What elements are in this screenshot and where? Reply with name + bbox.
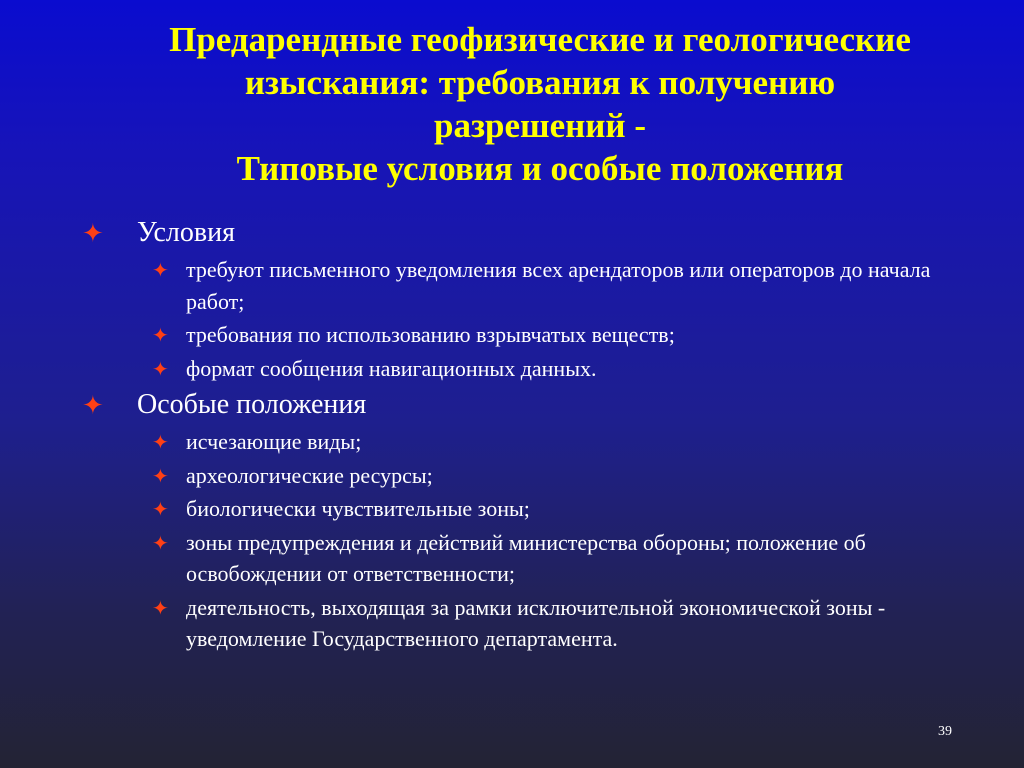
item-text: формат сообщения навигационных данных. — [186, 355, 597, 381]
star-bullet-icon: ✦ — [152, 258, 169, 282]
bullet-list — [82, 216, 942, 659]
item-text: биологически чувствительные зоны; — [186, 496, 530, 521]
item-text: исчезающие виды; — [186, 429, 362, 454]
list-item — [136, 460, 942, 492]
section-label: Условия — [137, 217, 235, 248]
title-line: Предарендные геофизические и геологические — [169, 20, 911, 59]
list-item — [136, 592, 942, 655]
star-bullet-icon: ✦ — [82, 219, 104, 249]
list-item — [136, 319, 942, 351]
title-line: изыскания: требования к получению — [244, 63, 836, 102]
star-bullet-icon: ✦ — [152, 497, 169, 521]
sub-list — [137, 254, 942, 384]
item-text: археологические ресурсы; — [186, 462, 433, 488]
item-text: деятельность, выходящая за рамки исключительной экономической зоны - уведомление Государственного департамента. — [186, 594, 886, 651]
section-special-provisions — [82, 388, 942, 655]
star-bullet-icon: ✦ — [152, 430, 169, 454]
list-item — [136, 493, 942, 525]
list-item — [136, 527, 942, 590]
section-conditions — [82, 216, 942, 384]
section-label: Особые положения — [137, 389, 367, 420]
item-text: требуют письменного уведомления всех арендаторов или операторов до начала работ; — [186, 257, 931, 314]
star-bullet-icon: ✦ — [152, 323, 169, 347]
sub-list — [137, 426, 942, 655]
item-text: требования по использованию взрывчатых веществ; — [186, 322, 675, 347]
item-text: зоны предупреждения и действий министерства обороны; положение об освобождении от ответственности; — [186, 529, 866, 586]
page-number: 39 — [938, 724, 952, 739]
star-bullet-icon: ✦ — [152, 530, 169, 555]
star-bullet-icon: ✦ — [82, 391, 104, 421]
list-item — [136, 426, 942, 458]
title-line: Типовые условия и особые положения — [236, 149, 844, 188]
star-bullet-icon: ✦ — [152, 463, 169, 488]
star-bullet-icon: ✦ — [152, 356, 169, 381]
star-bullet-icon: ✦ — [152, 595, 169, 620]
title-line: разрешений - — [433, 106, 647, 145]
list-item — [136, 254, 942, 317]
list-item — [136, 353, 942, 385]
slide-title — [60, 18, 1020, 190]
